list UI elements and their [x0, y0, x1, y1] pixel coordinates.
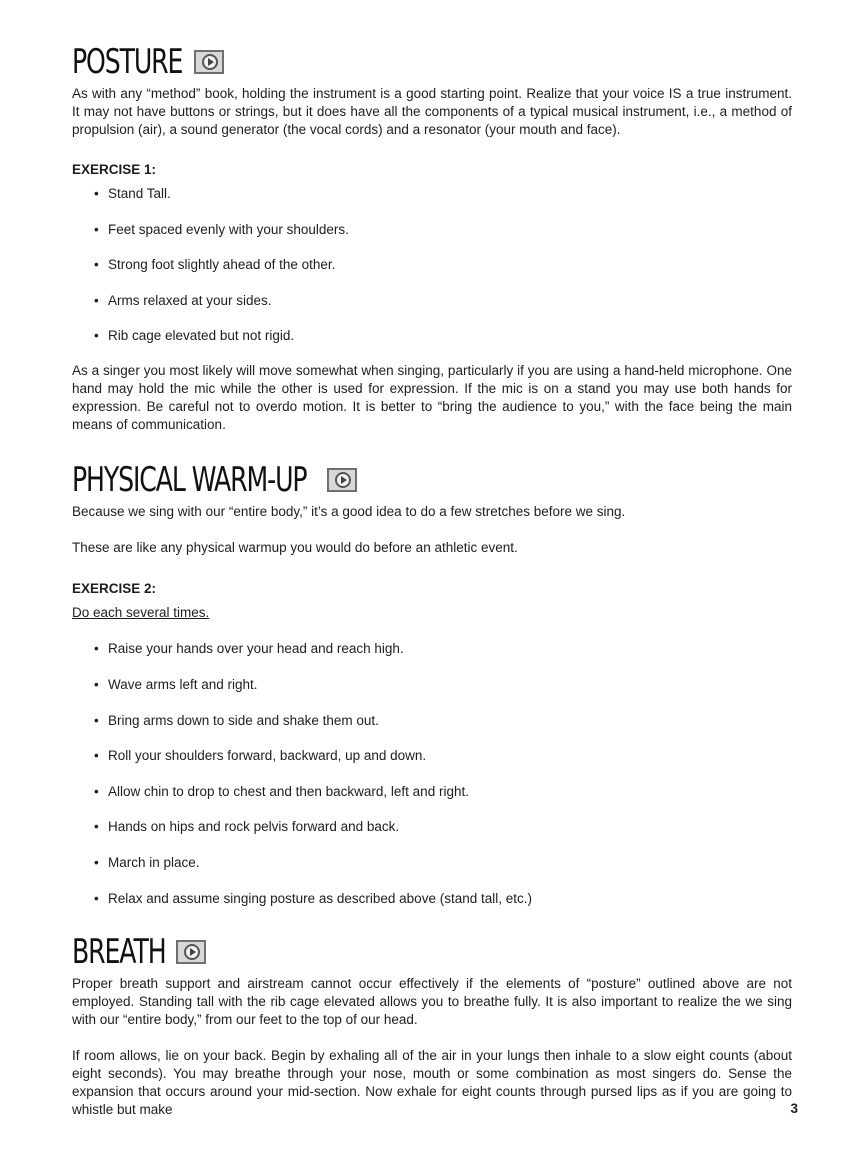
- list-item: • Bring arms down to side and shake them out.: [94, 712, 792, 730]
- list-item: • Strong foot slightly ahead of the other.: [94, 256, 792, 274]
- list-item: • Arms relaxed at your sides.: [94, 292, 792, 310]
- play-triangle-icon: [190, 948, 196, 956]
- document-page: [72, 40, 792, 1119]
- play-triangle-icon: [341, 476, 347, 484]
- list-item: • Stand Tall.: [94, 185, 792, 203]
- play-triangle-icon: [208, 58, 214, 66]
- posture-title: POSTURE: [72, 42, 183, 82]
- exercise-2-instruction: Do each several times.: [72, 605, 210, 621]
- list-item: • March in place.: [94, 854, 792, 872]
- list-item: • Hands on hips and rock pelvis forward and back.: [94, 818, 792, 836]
- list-item: • Feet spaced evenly with your shoulders.: [94, 221, 792, 239]
- exercise-1-list: [72, 185, 792, 345]
- list-item: • Allow chin to drop to chest and then backward, left and right.: [94, 783, 792, 801]
- video-play-icon[interactable]: [176, 940, 206, 964]
- posture-heading: [72, 40, 792, 84]
- breath-para-2: If room allows, lie on your back. Begin by exhaling all of the air in your lungs then inhale to a slow eight counts (about eight seconds). You may breathe through your nose, mouth or some combination as most singers do. Sense the expansion that occurs around your mid-section. Now exhale for eight counts through pursed lips as if you are going to whistle but make: [72, 1047, 792, 1117]
- warmup-title: PHYSICAL WARM-UP: [72, 460, 307, 501]
- breath-title: BREATH: [72, 931, 166, 972]
- posture-outro: As a singer you most likely will move somewhat when singing, particularly if you are using a hand-held microphone. One hand may hold the mic while the other is used for expression. If the mic is on a stand you may use both hands for expression. Be careful not to overdo motion. It is better to “bring the audience to you,” with the face being the main means of communication.: [72, 363, 792, 433]
- breath-heading: [72, 930, 792, 974]
- warmup-heading: [72, 458, 792, 502]
- list-item: • Raise your hands over your head and reach high.: [94, 640, 792, 658]
- list-item: • Wave arms left and right.: [94, 676, 792, 694]
- list-item: • Relax and assume singing posture as described above (stand tall, etc.): [94, 890, 792, 908]
- posture-intro: As with any “method” book, holding the instrument is a good starting point. Realize that your voice IS a true instrument. It may not have buttons or strings, but it does have all the components of a typical musical instrument, i.e., a method of propulsion (air), a sound generator (the vocal cords) and a resonator (your mouth and face).: [72, 86, 792, 137]
- video-play-icon[interactable]: [327, 468, 357, 492]
- warmup-para-1: Because we sing with our “entire body,” it’s a good idea to do a few stretches before we sing.: [72, 504, 626, 520]
- video-play-icon[interactable]: [194, 50, 224, 74]
- list-item: • Roll your shoulders forward, backward, up and down.: [94, 747, 792, 765]
- list-item: • Rib cage elevated but not rigid.: [94, 327, 792, 345]
- play-disc: [184, 944, 200, 960]
- exercise-2-list: [72, 640, 792, 907]
- page-number: 3: [790, 1101, 798, 1116]
- breath-para-1: Proper breath support and airstream cannot occur effectively if the elements of “posture” outlined above are not employed. Standing tall with the rib cage elevated allows you to breathe fully. It is also important to realize the we sing with our “entire body,” from our feet to the top of our head.: [72, 975, 792, 1027]
- play-disc: [202, 54, 218, 70]
- warmup-para-2: These are like any physical warmup you would do before an athletic event.: [72, 540, 518, 556]
- exercise-2-label: EXERCISE 2:: [72, 581, 157, 597]
- play-disc: [335, 472, 351, 488]
- exercise-1-label: EXERCISE 1:: [72, 162, 157, 177]
